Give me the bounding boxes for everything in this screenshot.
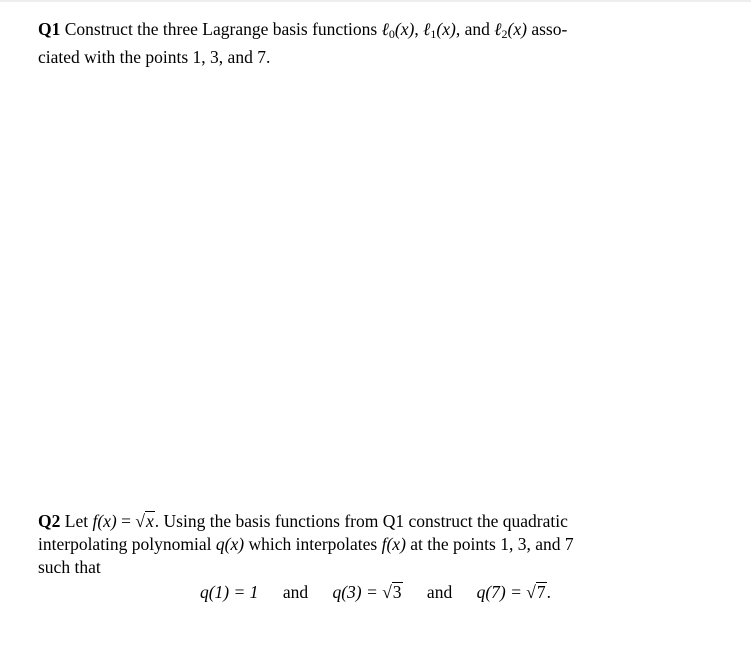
- condition-q7: q(7) = √7.: [476, 582, 552, 602]
- question-1-label: Q1: [38, 19, 61, 39]
- condition-q3: q(3) = √3: [332, 582, 402, 602]
- question-1: Q1 Construct the three Lagrange basis functions ℓ$_0$(x), ℓ$_1$(x), and ℓ$_2$(x) asso- ciated with the points 1, 3, and 7.: [38, 19, 568, 67]
- interpolation-conditions: q(1) = 1 and q(3) = √3 and q(7) = √7.: [199, 582, 552, 602]
- question-2-label: Q2: [38, 511, 61, 531]
- basis-l1: ℓ$_1$(x): [423, 19, 456, 41]
- basis-l0: ℓ$_0$(x): [381, 19, 415, 41]
- question-2: Q2 Let f(x) = √x. Using the basis functions from Q1 construct the quadratic interpolating polynomial q(x) which interpolates f(x) at the points 1, 3, and 7 such that: [38, 511, 574, 577]
- condition-q1: q(1) = 1: [199, 582, 259, 602]
- question-2-line3: such that: [38, 557, 101, 577]
- basis-l2: ℓ$_2$(x): [494, 19, 527, 41]
- question-1-line2: ciated with the points 1, 3, and 7.: [38, 47, 271, 67]
- top-rule: [0, 0, 751, 2]
- function-f: f(x): [92, 511, 117, 531]
- sqrt-x: √x: [135, 511, 154, 531]
- question-1-text: Construct the three Lagrange basis functions: [64, 19, 378, 39]
- polynomial-q: q(x): [215, 534, 245, 554]
